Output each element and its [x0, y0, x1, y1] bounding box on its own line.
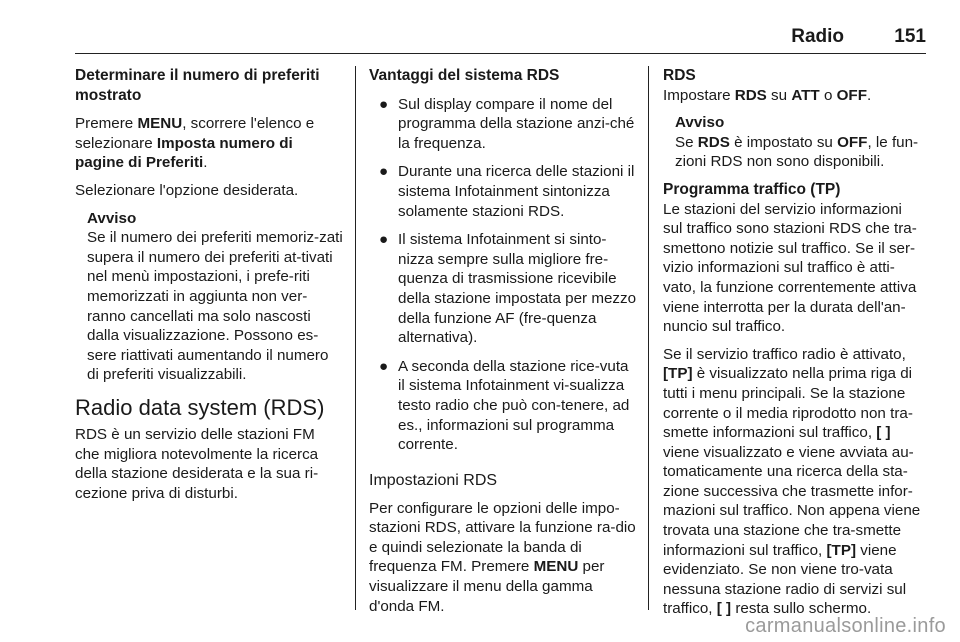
note-title: Avviso [87, 209, 137, 227]
bullet-icon: ● [379, 163, 389, 181]
note-box [87, 209, 343, 385]
heading-traffic-programme: Programma traffico (TP) [663, 180, 841, 198]
watermark: carmanualsonline.info [745, 615, 946, 637]
column-divider [355, 66, 356, 610]
page-number: 151 [894, 26, 926, 47]
paragraph: Se il servizio traffico radio è attivato, [TP] è visualizzato nella prima riga di tutti i menu principali. Se la stazione corrente o il media riprodotto non tra-smette informazioni sul traffico, [ ] viene visualizzato e viene avviata au-tomaticamente una ricerca della sta-zione successiva che trasmette infor-mazioni sul traffico. Non appena viene trovata una stazione che tra-smette informazioni sul traffico, [TP] viene evidenziato. Se non viene tro-vata nessuna stazione radio di servizi sul traffico, [ ] resta sullo schermo. [663, 345, 921, 618]
list-item: ● Sul display compare il nome del programma della stazione anzi-ché la frequenza. [379, 95, 635, 152]
note-text: Se RDS è impostato su OFF, le fun-zioni RDS non sono disponibili. [675, 133, 919, 171]
column-divider [648, 66, 649, 610]
heading-rds-advantages: Vantaggi del sistema RDS [369, 67, 560, 84]
column-1 [75, 66, 343, 511]
subheading-rds-settings: Impostazioni RDS [369, 471, 498, 489]
heading-rds: RDS [663, 67, 696, 84]
bullet-icon: ● [379, 231, 389, 249]
menu-item-label: Imposta numero di pagine di Preferiti [75, 134, 293, 172]
heading-favourites-count: Determinare il numero di preferiti mostrato [75, 67, 320, 104]
note-title: Avviso [675, 114, 725, 132]
paragraph: RDS è un servizio delle stazioni FM che migliora notevolmente la ricerca della stazione desiderata e la sua ri-cezione priva di disturbi. [75, 425, 319, 502]
section-title-rds: Radio data system (RDS) [75, 394, 325, 420]
paragraph: Premere MENU, scorrere l'elenco e selezionare Imposta numero di pagine di Preferiti. [75, 115, 315, 172]
header-rule [75, 53, 926, 54]
bullet-icon: ● [379, 357, 389, 375]
header-title: Radio [791, 26, 844, 47]
column-3 [663, 66, 925, 627]
note-box [675, 113, 925, 172]
list-item: ● A seconda della stazione rice-vuta il sistema Infotainment vi-sualizza testo radio che può con-tenere, ad es., informazioni sul programma corrente. [379, 357, 630, 454]
paragraph: Le stazioni del servizio informazioni sul traffico sono stazioni RDS che tra-smettono notizie sul traffico. Se il ser-vizio informazioni sul traffico è atti-vato, la funzione correntemente attiva viene interrotta per la durata dell'an-nuncio sul traffico. [663, 200, 917, 336]
note-text: Se il numero dei preferiti memoriz-zati supera il numero dei preferiti at-tivati nel menù impostazioni, i prefe-riti memorizzati in aggiunta non ver-ranno cancellati ma solo nascosti dalla visualizzazione. Possono es-sere riattivati aumentando il numero di preferiti visualizzabili. [87, 229, 343, 384]
paragraph: Impostare RDS su ATT o OFF. [663, 86, 872, 104]
bullet-list [369, 95, 637, 455]
bullet-icon: ● [379, 95, 389, 113]
paragraph: Per configurare le opzioni delle impo-stazioni RDS, attivare la funzione ra-dio e quindi selezionate la banda di frequenza FM. Premere MENU per visualizzare il menu della gamma d'onda FM. [369, 499, 636, 615]
menu-key-label: MENU [137, 115, 183, 133]
column-2 [369, 66, 637, 624]
paragraph: Selezionare l'opzione desiderata. [75, 181, 299, 199]
list-item: ● Il sistema Infotainment si sinto-nizza sempre sulla migliore fre-quenza di trasmissione ricevibile della stazione impostata per mezzo della funzione AF (fre-quenza alternativa). [379, 231, 637, 347]
list-item: ● Durante una ricerca delle stazioni il sistema Infotainment sintonizza solamente stazioni RDS. [379, 163, 635, 220]
page-header [0, 0, 960, 56]
menu-key-label: MENU [533, 558, 579, 576]
